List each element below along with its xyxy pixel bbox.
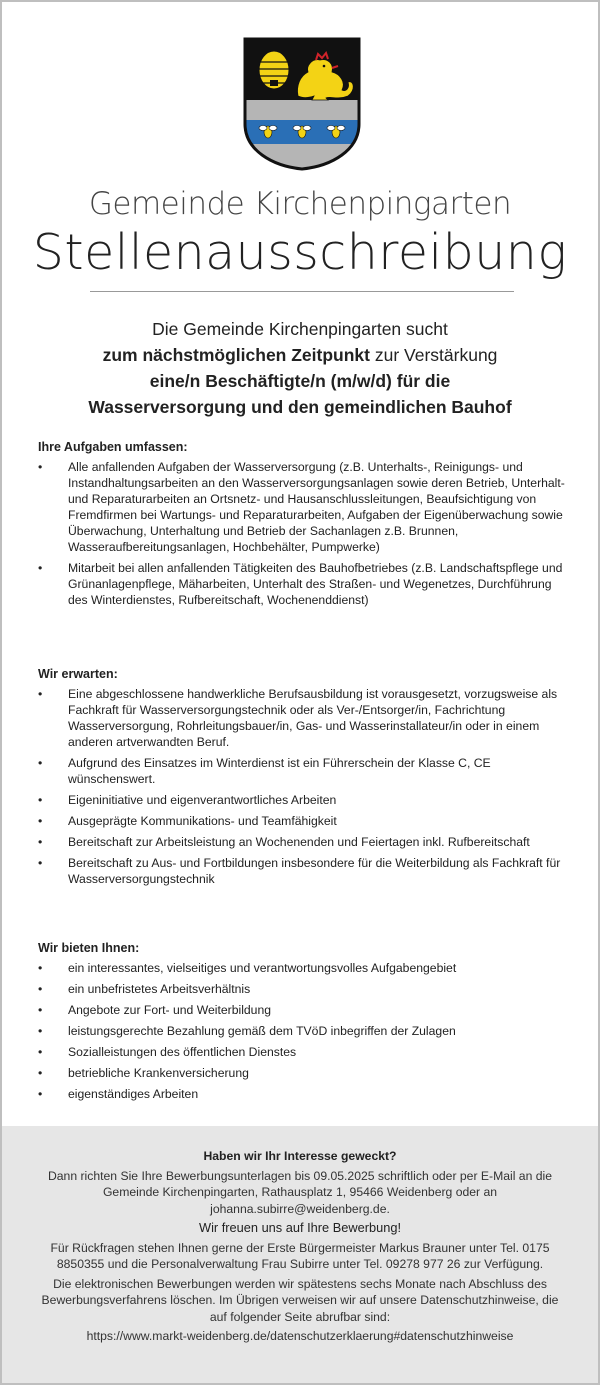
list-item: • ein unbefristetes Arbeitsverhältnis [38,981,568,997]
list-item: • Mitarbeit bei allen anfallenden Tätigkeiten des Bauhofbetriebes (z.B. Landschaftspflege und Grünanlagenpflege, Mäharbeiten, Unterhalt des Straßen- und Wegenetzes, Durchführung des Winterdienstes, Rufbereitschaft, Wochenenddienst) [38,560,568,608]
privacy-text: Die elektronischen Bewerbungen werden wir spätestens sechs Monate nach Abschluss des Bewerbungsverfahrens löschen. Im Übrigen verweisen wir auf unsere Datenschutzhinweise, die auf folgender Seite abrufbar sind: [41,1276,559,1324]
intro-line-2 [22,342,578,368]
divider [90,291,514,292]
intro [22,316,578,420]
list-item: • ein interessantes, vielseitiges und verantwortungsvolles Aufgabengebiet [38,960,568,976]
tasks-heading: Ihre Aufgaben umfassen: [38,440,188,454]
list-item: • Eine abgeschlossene handwerkliche Berufsausbildung ist vorausgesetzt, vorzugsweise als Fachkraft für Wasserversorgungstechnik oder als Ver-/Entsorger/in, Fachrichtung Wasserversorgung, Rohrleitungsbauer/in, Gas- und Wasserinstallateur/in oder in einem anderen artverwandten Beruf. [38,686,568,750]
intro-date-bold: zum nächstmöglichen Zeitpunkt [102,345,370,365]
list-item: • Ausgeprägte Kommunikations- und Teamfähigkeit [38,813,568,829]
tasks-section [38,439,568,613]
list-item: • Sozialleistungen des öffentlichen Dienstes [38,1044,568,1060]
application-info [2,1126,598,1383]
apply-text: Dann richten Sie Ihre Bewerbungsunterlagen bis 09.05.2025 schriftlich oder per E-Mail an die Gemeinde Kirchenpingarten, Rathausplatz 1, 95466 Weidenberg oder an johanna.subirre@weidenberg.de. [47,1168,553,1216]
coat-of-arms-icon [242,36,362,172]
list-item: • eigenständiges Arbeiten [38,1086,568,1102]
list-item: • Aufgrund des Einsatzes im Winterdienst ist ein Führerschein der Klasse C, CE wünschenswert. [38,755,568,787]
privacy-url-link[interactable]: https://www.markt-weidenberg.de/datenschutzerklaerung#datenschutzhinweise [86,1329,514,1343]
beehive-icon [259,51,289,89]
expect-heading: Wir erwarten: [38,667,118,681]
list-item: • Angebote zur Fort- und Weiterbildung [38,1002,568,1018]
offer-heading: Wir bieten Ihnen: [38,941,140,955]
intro-position-line-1: eine/n Beschäftigte/n (m/w/d) für die [149,371,451,391]
contact-text: Für Rückfragen stehen Ihnen gerne der Erste Bürgermeister Markus Brauner unter Tel. 0175 8850355 und die Personalverwaltung Frau Subirre unter Tel. 09278 977 26 zur Verfügung. [50,1240,550,1271]
list-item: • Bereitschaft zur Arbeitsleistung an Wochenenden und Feiertagen inkl. Rufbereitschaft [38,834,568,850]
list-item: • Eigeninitiative und eigenverantwortliches Arbeiten [38,792,568,808]
page-title: Stellenausschreibung [32,224,568,281]
intro-line-2-rest: zur Verstärkung [369,345,498,365]
looking-forward-text: Wir freuen uns auf Ihre Bewerbung! [198,1220,401,1235]
expect-section [38,666,568,892]
list-item: • Bereitschaft zu Aus- und Fortbildungen insbesondere für die Weiterbildung als Fachkraft für Wasserversorgungstechnik [38,855,568,887]
offer-section [38,940,568,1107]
intro-line-1: Die Gemeinde Kirchenpingarten sucht [152,319,448,339]
list-item: • Alle anfallenden Aufgaben der Wasserversorgung (z.B. Unterhalts-, Reinigungs- und Instandhaltungsarbeiten an den Wasserversorgungsanlagen sowie deren Betrieb, Unterhalt- und Reparaturarbeiten an Ortsnetz- und Hausanschlussleitungen, Beaufsichtigung von Fremdfirmen bei Wartungs- und Reparaturarbeiten, Aufgaben der Eigenüberwachung sowie Überwachung, Unterhaltung und Betrieb der Sachanlagen z.B. Brunnen, Wasseraufbereitungsanlagen, Hochbehälter, Pumpwerke) [38,459,568,555]
municipality-name: Gemeinde Kirchenpingarten [88,186,512,222]
list-item: • leistungsgerechte Bezahlung gemäß dem TVöD inbegriffen der Zulagen [38,1023,568,1039]
list-item: • betriebliche Krankenversicherung [38,1065,568,1081]
intro-position-line-2: Wasserversorgung und den gemeindlichen Bauhof [88,397,512,417]
interest-heading: Haben wir Ihr Interesse geweckt? [203,1149,397,1163]
